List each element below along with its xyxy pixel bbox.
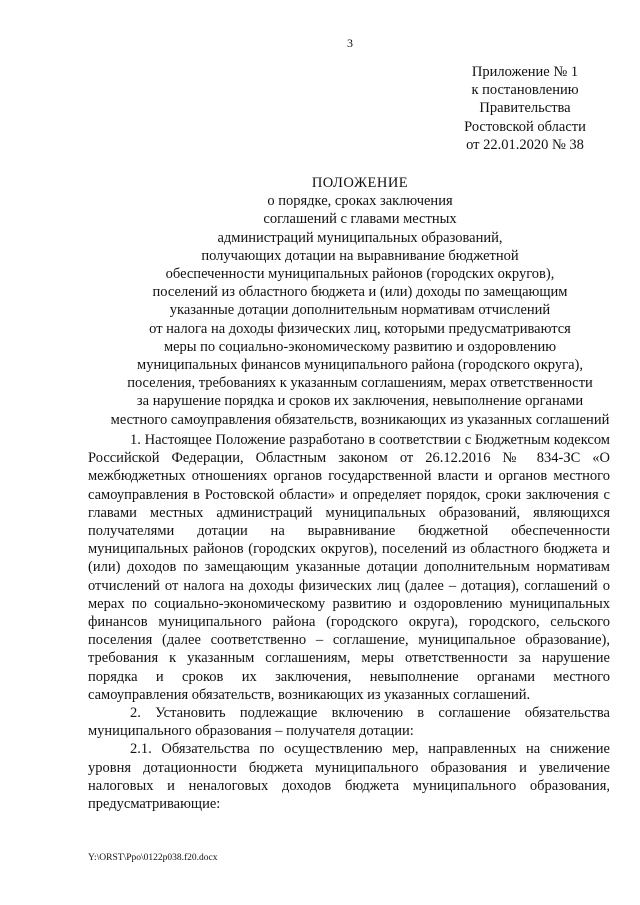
appendix-line: Ростовской области	[464, 118, 586, 135]
paragraph-1: 1. Настоящее Положение разработано в соответствии с Бюджетным кодексом Российской Федерации, Областным законом от 26.12.2016 № 834-ЗС «О межбюджетных отношениях органов государственной власти и органов местного самоуправления в Ростовской области» и определяет порядок, сроки заключения с главами местных администраций муниципальных образований, являющихся получателями дотации на выравнивание бюджетной обеспеченности муниципальных районов (городских округов), поселений из областного бюджета и (или) доходов по замещающим указанные дотации дополнительным нормативам отчислений от налога на доходы физических лиц (далее – дотация), соглашений о мерах по социально-экономическому развитию и оздоровлению муниципальных финансов муниципального района (городского округа), городского, сельского поселения (далее соответственно – соглашение, муниципальное образование), требования к указанным соглашениям, меры ответственности за нарушение порядка и сроков их заключения, невыполнение органами местного самоуправления обязательств, возникающих из указанных соглашений.	[88, 432, 610, 703]
appendix-block	[440, 63, 610, 154]
title-line: поселений из областного бюджета и (или) доходы по замещающим	[152, 284, 568, 301]
page-number: 3	[347, 36, 353, 50]
title-line: администраций муниципальных образований,	[217, 229, 503, 246]
paragraph-2: 2. Установить подлежащие включению в соглашение обязательства муниципального образования – получателя дотации:	[88, 705, 610, 740]
document-body	[88, 431, 610, 813]
appendix-line: Правительства	[479, 100, 571, 117]
appendix-line: от 22.01.2020 № 38	[466, 136, 584, 153]
title-line: указанные дотации дополнительным нормативам отчислений	[169, 302, 551, 319]
document-title	[80, 174, 640, 429]
title-line: соглашений с главами местных	[263, 211, 457, 228]
title-line: получающих дотации на выравнивание бюджетной	[201, 247, 519, 264]
title-line: поселения, требованиях к указанным соглашениям, мерах ответственности	[127, 375, 593, 392]
title-line: местного самоуправления обязательств, возникающих из указанных соглашений	[110, 411, 610, 428]
title-line: обеспеченности муниципальных районов (городских округов),	[165, 266, 555, 283]
footer-file-path: Y:\ORST\Ppo\0122p038.f20.docx	[88, 853, 218, 863]
title-line: за нарушение порядка и сроков их заключения, невыполнение органами	[136, 393, 584, 410]
title-line: от налога на доходы физических лиц, которыми предусматриваются	[149, 320, 571, 337]
paragraph-2-1: 2.1. Обязательства по осуществлению мер, направленных на снижение уровня дотационности бюджета муниципального образования и увеличение налоговых и неналоговых доходов бюджета муниципального образования, предусматривающие:	[88, 741, 610, 813]
appendix-line: Приложение № 1	[471, 64, 579, 80]
title-line: меры по социально-экономическому развитию и оздоровлению	[163, 338, 557, 355]
title-heading: ПОЛОЖЕНИЕ	[311, 175, 409, 191]
appendix-line: к постановлению	[471, 82, 579, 99]
title-line: муниципальных финансов муниципального района (городского округа),	[137, 357, 583, 374]
title-line: о порядке, сроках заключения	[267, 193, 453, 210]
